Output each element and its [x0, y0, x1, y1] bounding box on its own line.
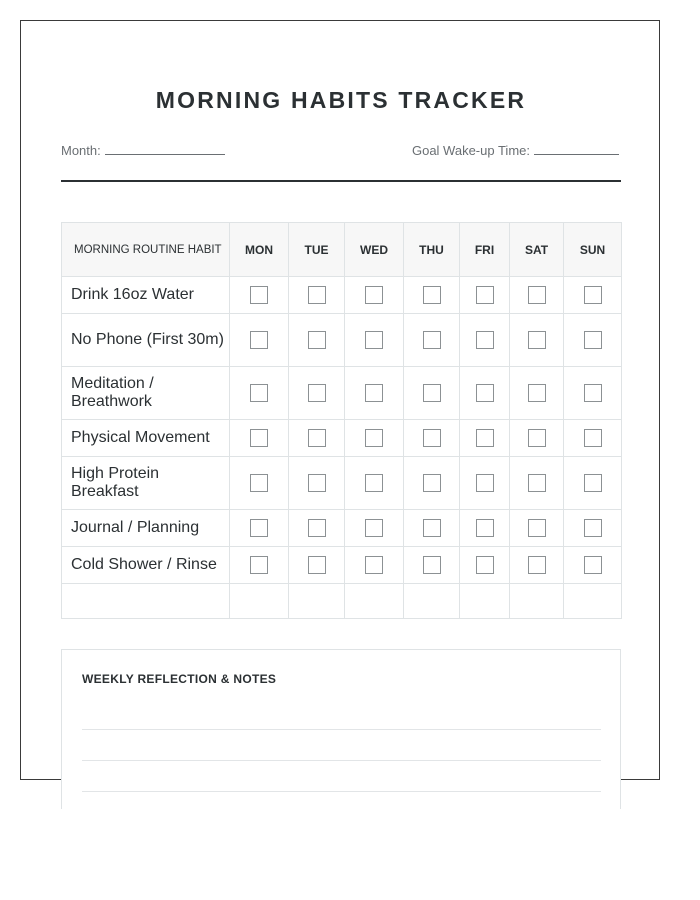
day-cell	[404, 547, 460, 584]
habit-label: Physical Movement	[62, 420, 230, 457]
goal-wakeup-blank-line[interactable]	[534, 142, 619, 155]
habit-checkbox[interactable]	[365, 519, 383, 537]
habit-checkbox[interactable]	[308, 429, 326, 447]
day-header: MON	[230, 223, 289, 277]
day-header: SUN	[564, 223, 622, 277]
habit-checkbox[interactable]	[584, 556, 602, 574]
empty-cell[interactable]	[564, 584, 622, 619]
habit-table	[61, 222, 622, 619]
page-title: MORNING HABITS TRACKER	[155, 87, 527, 113]
day-cell	[230, 547, 289, 584]
habit-checkbox[interactable]	[528, 384, 546, 402]
table-row	[62, 510, 622, 547]
day-cell	[289, 367, 345, 420]
habit-checkbox[interactable]	[365, 286, 383, 304]
empty-row	[62, 584, 622, 619]
table-row	[62, 457, 622, 510]
day-cell	[460, 314, 510, 367]
habit-checkbox[interactable]	[528, 286, 546, 304]
habit-checkbox[interactable]	[528, 556, 546, 574]
day-cell	[345, 367, 404, 420]
empty-cell[interactable]	[62, 584, 230, 619]
habit-checkbox[interactable]	[423, 519, 441, 537]
habit-checkbox[interactable]	[584, 331, 602, 349]
day-cell	[460, 457, 510, 510]
day-cell	[510, 367, 564, 420]
day-cell	[230, 457, 289, 510]
day-cell	[230, 277, 289, 314]
habit-checkbox[interactable]	[365, 556, 383, 574]
habit-checkbox[interactable]	[476, 519, 494, 537]
day-cell	[404, 314, 460, 367]
day-cell	[289, 510, 345, 547]
day-cell	[404, 277, 460, 314]
empty-cell[interactable]	[289, 584, 345, 619]
habit-label: No Phone (First 30m)	[62, 314, 230, 367]
day-cell	[564, 277, 622, 314]
table-row	[62, 367, 622, 420]
day-cell	[230, 510, 289, 547]
habit-label: Cold Shower / Rinse	[62, 547, 230, 584]
empty-cell[interactable]	[510, 584, 564, 619]
habit-checkbox[interactable]	[476, 384, 494, 402]
goal-wakeup-label: Goal Wake-up Time:	[411, 143, 530, 158]
day-cell	[564, 367, 622, 420]
habit-checkbox[interactable]	[423, 556, 441, 574]
habit-checkbox[interactable]	[250, 519, 268, 537]
table-row	[62, 420, 622, 457]
habit-checkbox[interactable]	[250, 384, 268, 402]
day-header: TUE	[289, 223, 345, 277]
habit-checkbox[interactable]	[528, 429, 546, 447]
day-cell	[289, 314, 345, 367]
notes-section	[61, 649, 621, 809]
habit-checkbox[interactable]	[423, 286, 441, 304]
habit-checkbox[interactable]	[584, 519, 602, 537]
day-cell	[404, 457, 460, 510]
table-row	[62, 314, 622, 367]
habit-checkbox[interactable]	[250, 331, 268, 349]
habit-checkbox[interactable]	[584, 384, 602, 402]
month-field	[61, 142, 225, 158]
habit-checkbox[interactable]	[423, 474, 441, 492]
habit-checkbox[interactable]	[528, 519, 546, 537]
day-cell	[460, 420, 510, 457]
habit-checkbox[interactable]	[476, 331, 494, 349]
day-cell	[404, 420, 460, 457]
habit-checkbox[interactable]	[423, 384, 441, 402]
day-cell	[510, 510, 564, 547]
habit-checkbox[interactable]	[584, 429, 602, 447]
day-cell	[510, 547, 564, 584]
goal-wakeup-field	[412, 142, 619, 158]
table-row	[62, 547, 622, 584]
empty-cell[interactable]	[230, 584, 289, 619]
habit-checkbox[interactable]	[308, 519, 326, 537]
habit-checkbox[interactable]	[250, 286, 268, 304]
habit-checkbox[interactable]	[584, 286, 602, 304]
header-divider	[61, 180, 621, 182]
habit-label: Journal / Planning	[62, 510, 230, 547]
day-cell	[564, 547, 622, 584]
notes-line[interactable]	[82, 760, 601, 761]
habit-checkbox[interactable]	[423, 331, 441, 349]
day-header: THU	[404, 223, 460, 277]
day-cell	[460, 367, 510, 420]
habit-checkbox[interactable]	[308, 474, 326, 492]
month-blank-line[interactable]	[105, 142, 225, 155]
day-cell	[345, 277, 404, 314]
day-cell	[510, 420, 564, 457]
habit-label: Drink 16oz Water	[62, 277, 230, 314]
day-cell	[564, 420, 622, 457]
day-cell	[289, 420, 345, 457]
habit-checkbox[interactable]	[308, 331, 326, 349]
notes-line[interactable]	[82, 791, 601, 792]
day-cell	[289, 547, 345, 584]
habit-checkbox[interactable]	[308, 286, 326, 304]
day-cell	[510, 457, 564, 510]
habit-checkbox[interactable]	[250, 556, 268, 574]
habit-checkbox[interactable]	[476, 474, 494, 492]
habit-checkbox[interactable]	[365, 331, 383, 349]
habit-checkbox[interactable]	[308, 384, 326, 402]
habit-checkbox[interactable]	[365, 474, 383, 492]
habit-checkbox[interactable]	[528, 474, 546, 492]
habit-checkbox[interactable]	[250, 429, 268, 447]
day-cell	[564, 510, 622, 547]
day-cell	[230, 420, 289, 457]
day-cell	[230, 367, 289, 420]
table-header-row	[62, 223, 622, 277]
notes-line[interactable]	[82, 729, 601, 730]
day-cell	[230, 314, 289, 367]
day-cell	[345, 314, 404, 367]
day-cell	[460, 510, 510, 547]
day-cell	[564, 457, 622, 510]
day-cell	[345, 547, 404, 584]
day-cell	[404, 510, 460, 547]
habit-checkbox[interactable]	[365, 384, 383, 402]
day-cell	[289, 457, 345, 510]
habit-label: Meditation / Breathwork	[62, 367, 230, 420]
habit-checkbox[interactable]	[528, 331, 546, 349]
empty-cell[interactable]	[404, 584, 460, 619]
day-cell	[345, 420, 404, 457]
habit-label: High Protein Breakfast	[62, 457, 230, 510]
day-cell	[510, 314, 564, 367]
day-header: SAT	[510, 223, 564, 277]
day-cell	[460, 547, 510, 584]
notes-title: WEEKLY REFLECTION & NOTES	[82, 672, 277, 686]
day-header: FRI	[460, 223, 510, 277]
day-header: WED	[345, 223, 404, 277]
habit-checkbox[interactable]	[584, 474, 602, 492]
habit-checkbox[interactable]	[476, 286, 494, 304]
day-cell	[289, 277, 345, 314]
habit-checkbox[interactable]	[365, 429, 383, 447]
day-cell	[460, 277, 510, 314]
day-cell	[404, 367, 460, 420]
habit-column-header: MORNING ROUTINE HABIT	[62, 223, 230, 277]
day-cell	[564, 314, 622, 367]
tracker-sheet	[20, 20, 660, 780]
habit-checkbox[interactable]	[476, 556, 494, 574]
habit-checkbox[interactable]	[423, 429, 441, 447]
habit-checkbox[interactable]	[308, 556, 326, 574]
month-label: Month:	[61, 143, 101, 158]
day-cell	[345, 510, 404, 547]
habit-checkbox[interactable]	[476, 429, 494, 447]
table-row	[62, 277, 622, 314]
empty-cell[interactable]	[460, 584, 510, 619]
empty-cell[interactable]	[345, 584, 404, 619]
habit-checkbox[interactable]	[250, 474, 268, 492]
day-cell	[510, 277, 564, 314]
day-cell	[345, 457, 404, 510]
